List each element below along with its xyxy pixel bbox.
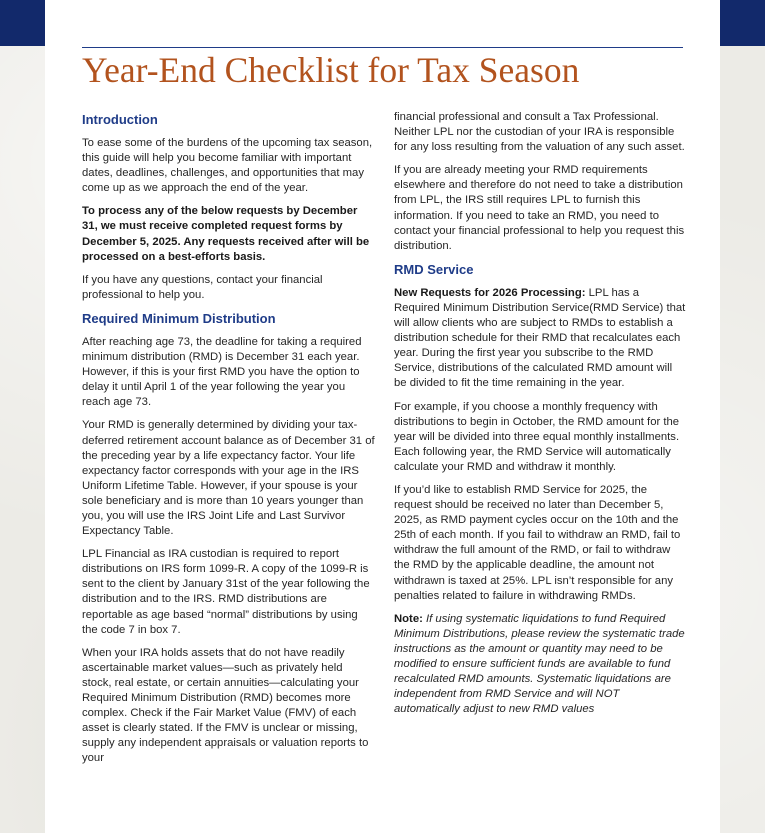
rmd-service-paragraph-2: For example, if you choose a monthly frequency with distributions to begin in October, the RMD amount for the year will be divided into three equal monthly installments. Each following year, the RMD Service will automatically calculate your RMD and withdraw it monthly. (394, 400, 680, 473)
corner-accent-right (720, 0, 765, 46)
rmd-service-heading: RMD Service (394, 261, 474, 277)
rmd-heading: Required Minimum Distribution (82, 310, 276, 326)
note-paragraph (394, 612, 686, 718)
note-text: If using systematic liquidations to fund Required Minimum Distributions, please review the systematic trade instructions as the amount or quantity may need to be modified to ensure sufficient funds are available to fund recalculated RMD amounts. Systematic liquidations are independent from RMD Service and will NOT automatically adjust to new RMD values (394, 612, 685, 716)
continued-paragraph-1: financial professional and consult a Tax Professional. Neither LPL nor the custodian of your IRA is responsible for any loss resulting from the valuation of any such asset. (394, 111, 685, 154)
rmd-service-paragraph-3: If you’d like to establish RMD Service for 2025, the request should be received no later than December 5, 2025, as RMD payment cycles occur on the 10th and the 25th of each month. If you fail to withdraw an RMD, fail to withdraw the full amount of the RMD, or fail to withdraw the RMD by the applicable deadline, the amount not withdrawn is taxed at 25%. LPL isn’t responsible for any penalties related to failure in withdrawing RMDs. (394, 483, 681, 602)
rmd-paragraph-1: After reaching age 73, the deadline for taking a required minimum distribution (RMD) is December 31 each year. However, if this is your first RMD you have the option to delay it until April 1 of the year following the year you reach age 73. (82, 335, 362, 409)
rmd-paragraph-4: When your IRA holds assets that do not have readily ascertainable market values—such as privately held stock, real estate, or certain annuities—calculating your Required Minimum Distribution (RMD) becomes more complex. Check if the Fair Market Value (FMV) of each asset is clearly stated. If the FMV is unclear or missing, supply any independent appraisals or valuation reports to your (82, 646, 369, 765)
service-lead-label: New Requests for 2026 Processing: (394, 286, 586, 299)
rmd-service-paragraph-1 (394, 286, 686, 392)
corner-accent-left (0, 0, 45, 46)
document-page (45, 0, 720, 833)
service-paragraph-text: LPL has a Required Minimum Distribution Service(RMD Service) that will allow clients who are subject to RMDs to establish a distribution schedule for their RMD that recalculates each year. During the first year you subscribe to the RMD Service, distributions of the calculated RMD amount will be divided to fit the time remaining in the year. (394, 286, 686, 390)
intro-deadline-notice: To process any of the below requests by December 31, we must receive completed request forms by December 5, 2025. Any requests received after will be processed on a best-efforts basis. (82, 205, 370, 263)
left-column (82, 112, 375, 774)
right-column (394, 110, 686, 725)
intro-paragraph-1: To ease some of the burdens of the upcoming tax season, this guide will help you become familiar with important dates, deadlines, challenges, and opportunities that may come up as we approach the end of the year. (82, 137, 373, 195)
continued-paragraph-2: If you are already meeting your RMD requirements elsewhere and therefore do not need to take a distribution from LPL, the IRS still requires LPL to furnish this information. If you need to take an RMD, you need to contact your financial professional to help you request this distribution. (394, 164, 685, 252)
introduction-heading: Introduction (82, 112, 158, 127)
note-label: Note: (394, 612, 423, 625)
rmd-paragraph-3: LPL Financial as IRA custodian is required to report distributions on IRS form 1099-R. A copy of the 1099-R is sent to the client by January 31st of the year following the distribution and to the IRS. RMD distributions are reportable as age based “normal” distributions by using the code 7 in box 7. (82, 548, 370, 636)
rmd-paragraph-2: Your RMD is generally determined by dividing your tax-deferred retirement account balance as of December 31 of the preceding year by a life expectancy factor. Your life expectancy factor corresponds with your age in the IRS Uniform Lifetime Table. However, if your spouse is your sole beneficiary and is more than 10 years younger than you, you will use the IRS Joint Life and Last Survivor Expectancy Table. (82, 419, 375, 538)
intro-paragraph-3: If you have any questions, contact your financial professional to help you. (82, 273, 323, 301)
page-title: Year-End Checklist for Tax Season (82, 50, 580, 90)
